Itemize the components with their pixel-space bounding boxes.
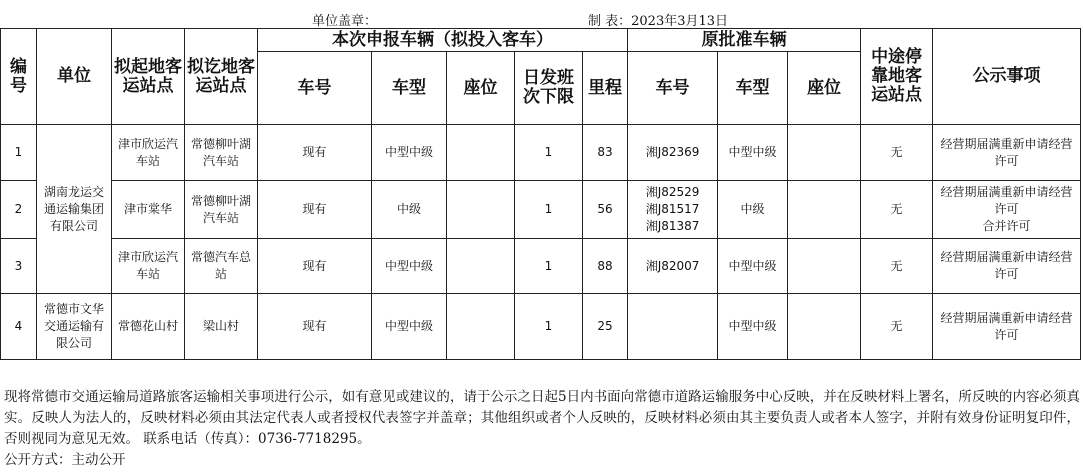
cell-end: 常德柳叶湖汽车站 bbox=[185, 125, 258, 181]
cell-no: 4 bbox=[1, 294, 37, 360]
disclosure-mode: 公开方式：主动公开 bbox=[4, 452, 126, 468]
cell-new-type: 中级 bbox=[372, 181, 447, 239]
cell-mileage: 56 bbox=[583, 181, 628, 239]
cell-new-plate: 现有 bbox=[258, 294, 372, 360]
cell-company: 湖南龙运交通运输集团有限公司 bbox=[37, 125, 112, 294]
cell-old-type: 中型中级 bbox=[718, 125, 788, 181]
notice-paragraph: 现将常德市交通运输局道路旅客运输相关事项进行公示，如有意见或建议的，请于公示之日起5日内书面向常德市道路运输服务中心反映，并在反映材料上署名，所反映的内容必须真实。反映人为法人的，反映材料必须由其法定代表人或者授权代表签字并盖章；其他组织或者个人反映的，反映材料必须由其主要负责人或者本人签字，并附有效身份证明复印件，否则视同为意见无效。 联系电话（传真）：0736-7718295。 bbox=[4, 389, 1080, 447]
table-row bbox=[1, 181, 1081, 239]
col-new-seats-header: 座位 bbox=[447, 52, 515, 125]
cell-daily-runs: 1 bbox=[515, 181, 583, 239]
cell-notice: 经营期届满重新申请经营许可 bbox=[933, 239, 1081, 294]
cell-old-plate bbox=[628, 294, 718, 360]
col-notice-header: 公示事项 bbox=[933, 29, 1081, 125]
cell-start: 常德花山村 bbox=[112, 294, 185, 360]
notice-table bbox=[0, 28, 1081, 360]
cell-daily-runs: 1 bbox=[515, 239, 583, 294]
cell-new-seats bbox=[447, 239, 515, 294]
new-vehicles-group-header: 本次申报车辆（拟投入客车） bbox=[258, 29, 628, 52]
col-old-seats-header: 座位 bbox=[788, 52, 861, 125]
cell-new-type: 中型中级 bbox=[372, 125, 447, 181]
cell-start: 津市欣运汽车站 bbox=[112, 239, 185, 294]
col-old-plate-header: 车号 bbox=[628, 52, 718, 125]
col-mileage-header: 里程 bbox=[583, 52, 628, 125]
col-old-type-header: 车型 bbox=[718, 52, 788, 125]
cell-end: 常德柳叶湖汽车站 bbox=[185, 181, 258, 239]
col-new-plate-header: 车号 bbox=[258, 52, 372, 125]
cell-start: 津市棠华 bbox=[112, 181, 185, 239]
cell-notice: 经营期届满重新申请经营许可 bbox=[933, 125, 1081, 181]
cell-end: 常德汽车总站 bbox=[185, 239, 258, 294]
cell-mileage: 88 bbox=[583, 239, 628, 294]
cell-new-seats bbox=[447, 294, 515, 360]
cell-daily-runs: 1 bbox=[515, 294, 583, 360]
cell-new-type: 中型中级 bbox=[372, 294, 447, 360]
cell-new-seats bbox=[447, 125, 515, 181]
header-line bbox=[0, 8, 1083, 28]
date-label: 制 表：2023年3月13日 bbox=[588, 14, 729, 29]
cell-new-plate: 现有 bbox=[258, 125, 372, 181]
cell-old-plate: 湘J82007 bbox=[628, 239, 718, 294]
cell-no: 1 bbox=[1, 125, 37, 181]
cell-notice: 经营期届满重新申请经营许可 合并许可 bbox=[933, 181, 1081, 239]
cell-company: 常德市文华交通运输有限公司 bbox=[37, 294, 112, 360]
header-row-group bbox=[1, 29, 1081, 52]
cell-daily-runs: 1 bbox=[515, 125, 583, 181]
cell-mileage: 25 bbox=[583, 294, 628, 360]
table-row bbox=[1, 125, 1081, 181]
cell-stops: 无 bbox=[861, 239, 933, 294]
col-company-header: 单位 bbox=[37, 29, 112, 125]
cell-start: 津市欣运汽车站 bbox=[112, 125, 185, 181]
col-daily-runs-header: 日发班次下限 bbox=[515, 52, 583, 125]
cell-stops: 无 bbox=[861, 294, 933, 360]
cell-old-type: 中级 bbox=[718, 181, 788, 239]
cell-no: 2 bbox=[1, 181, 37, 239]
cell-old-type: 中型中级 bbox=[718, 294, 788, 360]
cell-old-seats bbox=[788, 239, 861, 294]
cell-stops: 无 bbox=[861, 125, 933, 181]
cell-new-plate: 现有 bbox=[258, 181, 372, 239]
footer bbox=[4, 387, 1080, 471]
cell-notice: 经营期届满重新申请经营许可 bbox=[933, 294, 1081, 360]
cell-old-type: 中型中级 bbox=[718, 239, 788, 294]
table-row bbox=[1, 239, 1081, 294]
old-vehicles-group-header: 原批准车辆 bbox=[628, 29, 861, 52]
col-new-type-header: 车型 bbox=[372, 52, 447, 125]
col-start-header: 拟起地客运站点 bbox=[112, 29, 185, 125]
col-end-header: 拟讫地客运站点 bbox=[185, 29, 258, 125]
cell-new-seats bbox=[447, 181, 515, 239]
cell-stops: 无 bbox=[861, 181, 933, 239]
cell-old-plate: 湘J82529 湘J81517 湘J81387 bbox=[628, 181, 718, 239]
table-row bbox=[1, 294, 1081, 360]
cell-end: 梁山村 bbox=[185, 294, 258, 360]
seal-label: 单位盖章： bbox=[312, 14, 378, 29]
cell-new-plate: 现有 bbox=[258, 239, 372, 294]
cell-no: 3 bbox=[1, 239, 37, 294]
cell-old-seats bbox=[788, 294, 861, 360]
col-stops-header: 中途停靠地客运站点 bbox=[861, 29, 933, 125]
cell-old-seats bbox=[788, 125, 861, 181]
cell-mileage: 83 bbox=[583, 125, 628, 181]
cell-old-seats bbox=[788, 181, 861, 239]
cell-old-plate: 湘J82369 bbox=[628, 125, 718, 181]
col-no-header: 编号 bbox=[1, 29, 37, 125]
cell-new-type: 中型中级 bbox=[372, 239, 447, 294]
